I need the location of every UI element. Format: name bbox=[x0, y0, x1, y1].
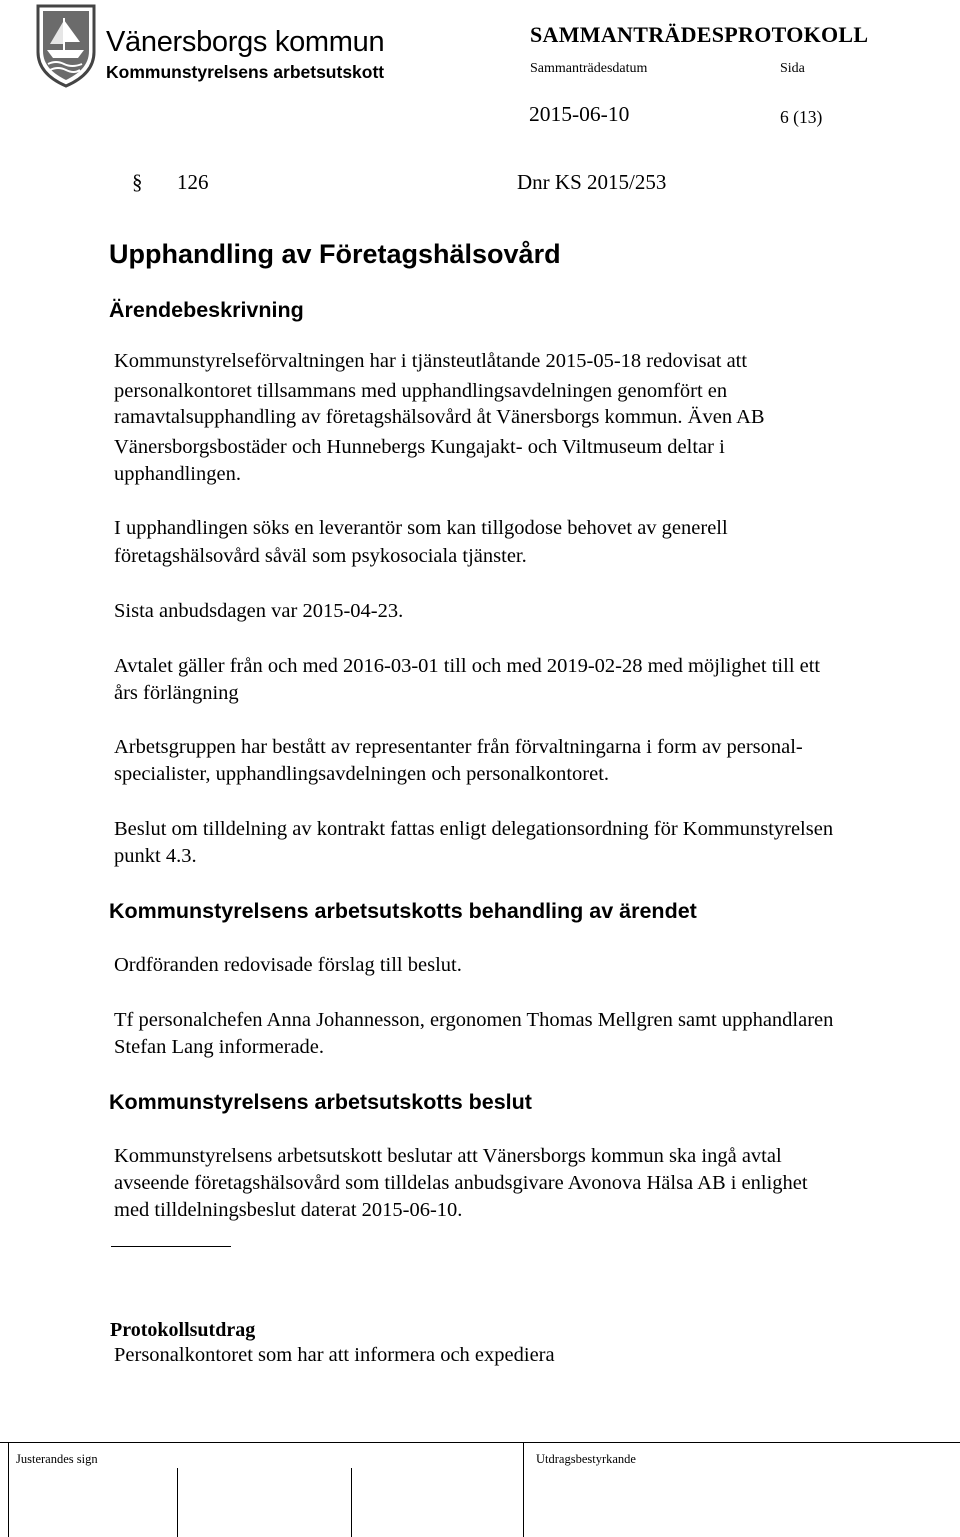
page-label: Sida bbox=[780, 61, 805, 76]
footer-divider bbox=[351, 1468, 352, 1537]
document-type: SAMMANTRÄDESPROTOKOLL bbox=[530, 22, 869, 47]
certification-label: Utdragsbestyrkande bbox=[536, 1452, 636, 1466]
page-number: 6 (13) bbox=[780, 107, 823, 127]
copy-recipient: Personalkontoret som har att informera och expediera bbox=[114, 1344, 555, 1366]
decision-line: med tilldelningsbeslut daterat 2015-06-10. bbox=[114, 1199, 463, 1221]
description-line: personalkontoret tillsammans med upphandlingsavdelningen genomfört en bbox=[114, 380, 728, 402]
footer-divider bbox=[8, 1442, 9, 1537]
org-subtitle: Kommunstyrelsens arbetsutskott bbox=[106, 62, 385, 82]
description-line: Vänersborgsbostäder och Hunnebergs Kungajakt- och Viltmuseum deltar i bbox=[114, 436, 725, 458]
signature-label: Justerandes sign bbox=[16, 1452, 98, 1466]
end-rule bbox=[111, 1246, 231, 1247]
description-line: upphandlingen. bbox=[114, 463, 241, 485]
case-number: 126 bbox=[177, 170, 209, 194]
decision-line: Kommunstyrelsens arbetsutskott beslutar att Vänersborgs kommun ska ingå avtal bbox=[114, 1145, 782, 1167]
treatment-line: Stefan Lang informerade. bbox=[114, 1036, 325, 1058]
description-line: Sista anbudsdagen var 2015-04-23. bbox=[114, 600, 404, 622]
footer-rule bbox=[0, 1442, 960, 1443]
footer-divider bbox=[523, 1442, 524, 1537]
treatment-line: Ordföranden redovisade förslag till beslut. bbox=[114, 954, 462, 976]
registration-number: Dnr KS 2015/253 bbox=[517, 170, 667, 194]
description-line: Beslut om tilldelning av kontrakt fattas enligt delegationsordning för Kommunstyrelsen bbox=[114, 818, 834, 840]
copy-label: Protokollsutdrag bbox=[110, 1319, 256, 1341]
page-title: Upphandling av Företagshälsovård bbox=[109, 239, 561, 269]
description-line: års förlängning bbox=[114, 682, 239, 704]
description-line: Arbetsgruppen har bestått av representanter från förvaltningarna i form av personal- bbox=[114, 736, 803, 758]
treatment-heading: Kommunstyrelsens arbetsutskotts behandling av ärendet bbox=[109, 899, 697, 923]
description-line: ramavtalsupphandling av företagshälsovård åt Vänersborgs kommun. Även AB bbox=[114, 406, 765, 428]
description-line: Avtalet gäller från och med 2016-03-01 till och med 2019-02-28 med möjlighet till ett bbox=[114, 655, 821, 677]
footer-divider bbox=[177, 1468, 178, 1537]
description-line: företagshälsovård såväl som psykosociala tjänster. bbox=[114, 545, 527, 567]
treatment-line: Tf personalchefen Anna Johannesson, ergonomen Thomas Mellgren samt upphandlaren bbox=[114, 1009, 834, 1031]
meeting-date: 2015-06-10 bbox=[529, 102, 630, 126]
org-name: Vänersborgs kommun bbox=[106, 26, 385, 58]
description-line: I upphandlingen söks en leverantör som kan tillgodose behovet av generell bbox=[114, 517, 728, 539]
description-line: Kommunstyrelseförvaltningen har i tjänsteutlåtande 2015-05-18 redovisat att bbox=[114, 350, 748, 372]
description-heading: Ärendebeskrivning bbox=[109, 298, 304, 322]
decision-heading: Kommunstyrelsens arbetsutskotts beslut bbox=[109, 1090, 532, 1114]
section-sign: § bbox=[132, 170, 143, 194]
decision-line: avseende företagshälsovård som tilldelas anbudsgivare Avonova Hälsa AB i enlighet bbox=[114, 1172, 808, 1194]
description-line: specialister, upphandlingsavdelningen och personalkontoret. bbox=[114, 763, 610, 785]
ship-crest-icon bbox=[34, 2, 98, 88]
description-line: punkt 4.3. bbox=[114, 845, 197, 867]
meeting-date-label: Sammanträdesdatum bbox=[530, 61, 648, 76]
